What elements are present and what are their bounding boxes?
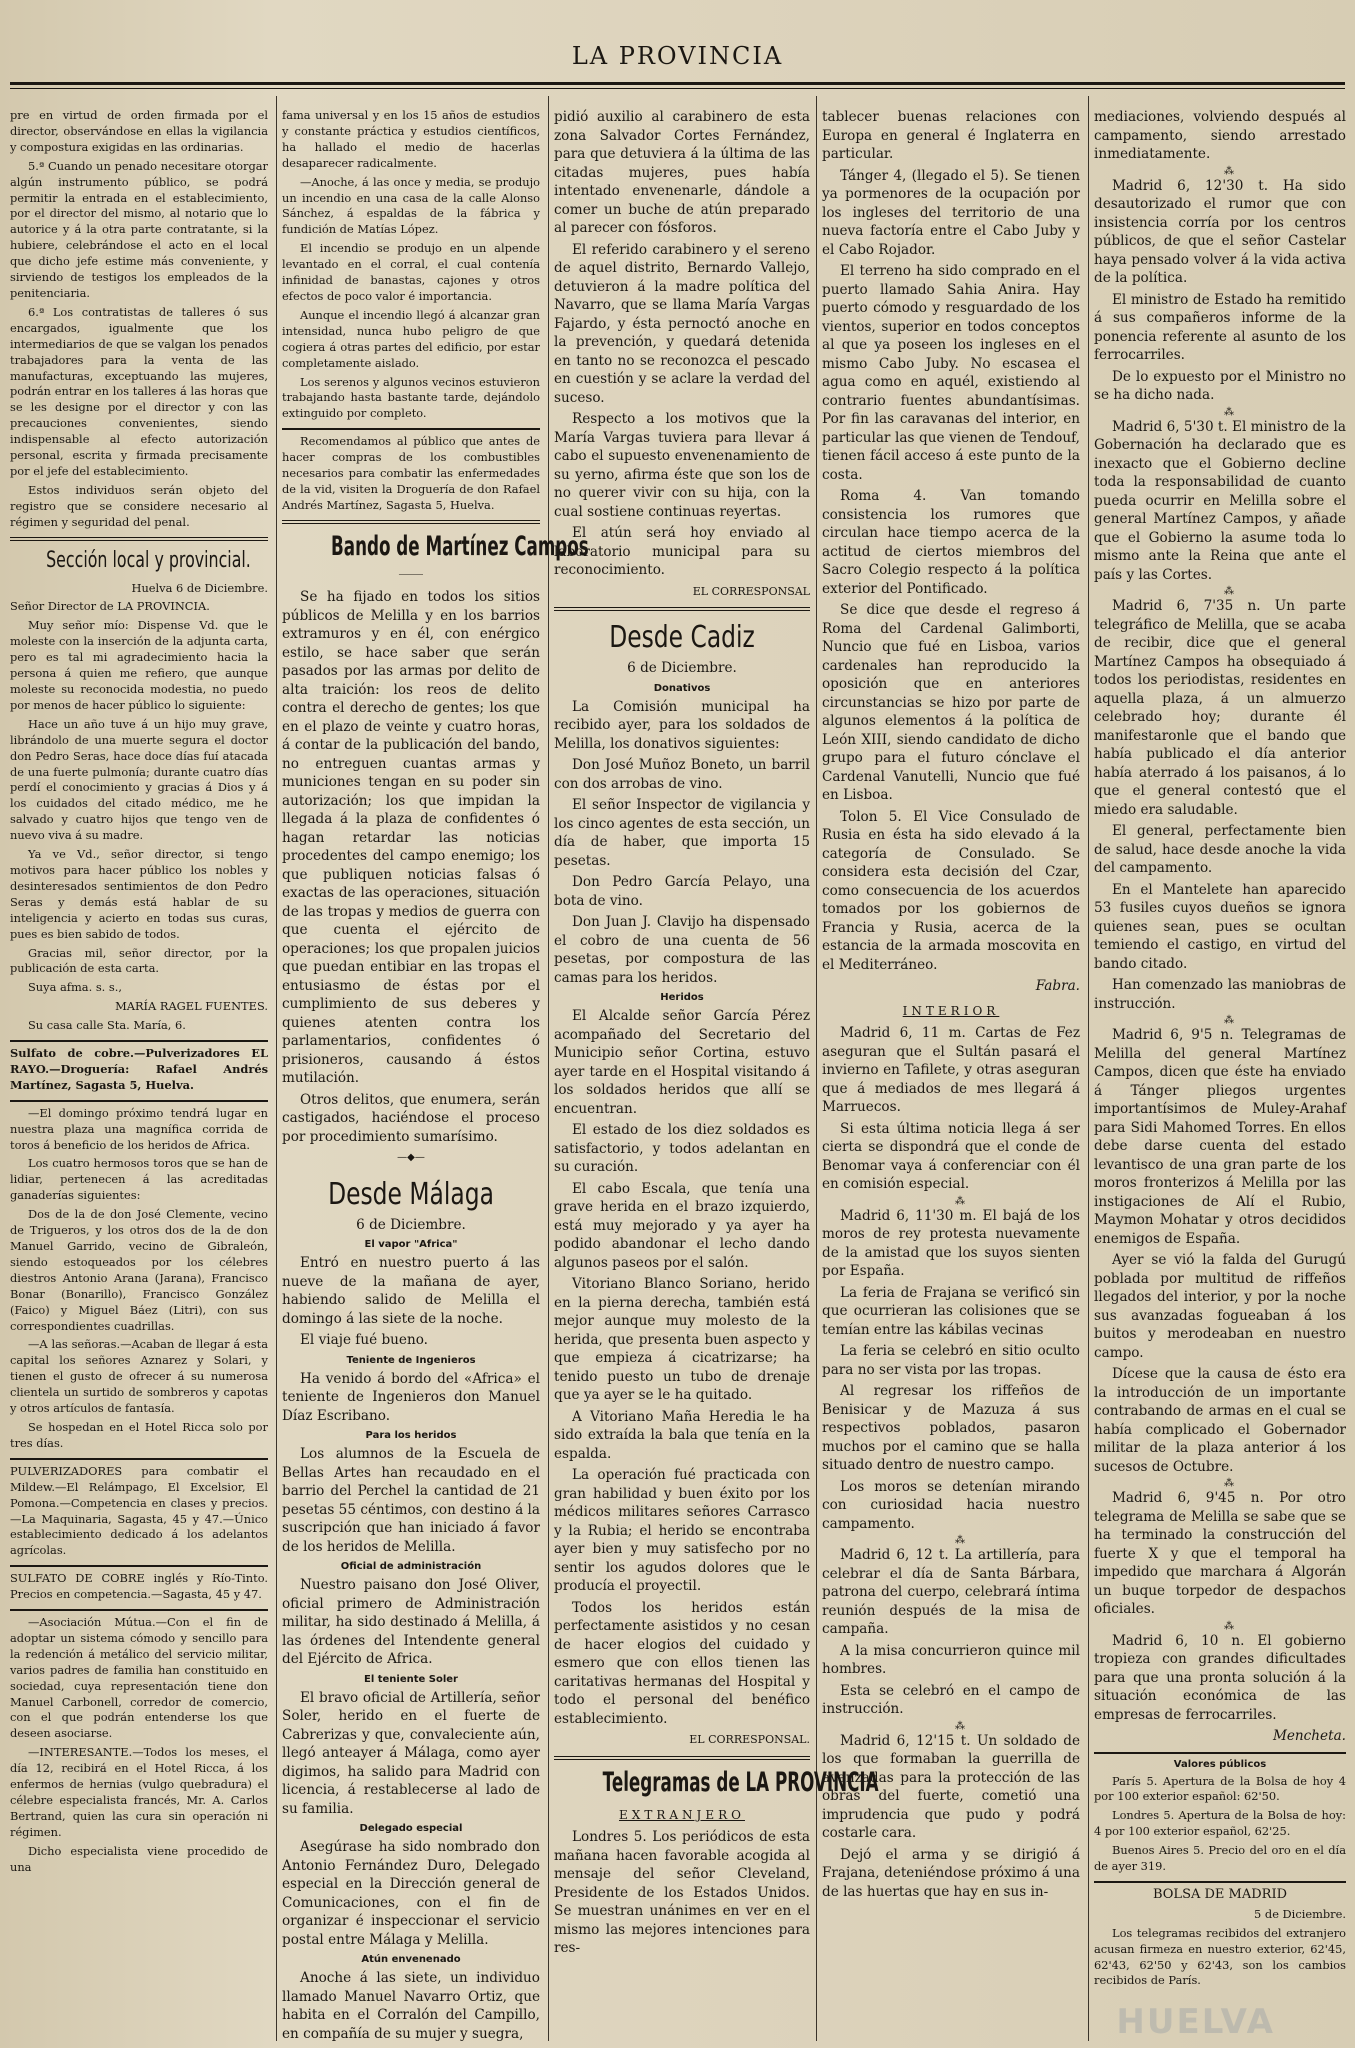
headline-telegramas: Telegramas de LA PROVINCIA [602, 1766, 879, 1798]
paragraph: Esta se celebró en el campo de instrucción. [822, 1682, 1080, 1717]
dateline: 6 de Diciembre. [627, 660, 737, 676]
paragraph: Dejó el arma y se dirigió á Frajana, deteniéndose próximo á una de las huertas que hay en sus in- [822, 1846, 1080, 1900]
paragraph: Madrid 6, 11'30 m. El bajá de los moros de rey protesta nuevamente de la amistad que los suyos sienten por España. [822, 1207, 1080, 1279]
divider [282, 520, 540, 524]
paragraph: Los cuatro hermosos toros que se han de lidiar, pertenecen á las acreditadas ganaderías siguientes: [10, 1156, 268, 1203]
ornament: ⁂ [955, 1195, 965, 1207]
paragraph: Londres 5. Apertura de la Bolsa de hoy: 4 por 100 exterior español, 62'25. [1094, 1808, 1346, 1839]
headline-cadiz: Desde Cadiz [609, 620, 755, 655]
byline: Mencheta. [1272, 1728, 1346, 1744]
paragraph: Si esta última noticia llega á ser cierta se dispondrá que el conde de Benomar vaya á conferenciar con él en comisión especial. [822, 1120, 1080, 1192]
paragraph: A Vitoriano Maña Heredia le ha sido extraída la bala que tenía en la espalda. [554, 1408, 810, 1462]
section-label: EXTRANJERO [619, 1807, 745, 1822]
paragraph: Don Pedro García Pelayo, una bota de vino. [554, 874, 810, 909]
paragraph: Ya ve Vd., señor director, si tengo motivos para hacer público los nobles y desinteresados sentimientos de don Pedro Seras y demás está hablar de su inteligencia y acierto en todas sus curas, pues es bien sabido de todos. [10, 847, 268, 941]
subheading: Atún envenenado [361, 1954, 461, 1966]
paragraph: Tolon 5. El Vice Consulado de Rusia en ésta ha sido elevado á la categoría de Consulado. Se considera esta decisión del Czar, como consecuencia de los acuerdos tomados por los gobiernos de Francia y Rusia, acerca de la estancia de la armada moscovita en el Mediterráneo. [822, 808, 1080, 973]
paragraph: El Alcalde señor García Pérez acompañado del Secretario del Municipio señor Cortina, estuvo ayer tarde en el Hospital visitando á los soldados heridos que allí se encuentran. [554, 1008, 810, 1117]
subheading: Para los heridos [365, 1430, 457, 1442]
paragraph: tablecer buenas relaciones con Europa en general é Inglaterra en particular. [822, 109, 1080, 162]
dateline: 5 de Diciembre. [1254, 1906, 1346, 1921]
divider [10, 1565, 268, 1567]
paragraph: El referido carabinero y el sereno de aquel distrito, Bernardo Vallejo, detuvieron á la madre política del Navarro, que se llama María Vargas Fajardo, y ésta pernoctó anoche en la prevención, y quedará detenida en tanto no se reconozca el pescado en cuestión y se aclare la verdad del suceso. [554, 241, 810, 406]
paragraph: Asegúrase ha sido nombrado don Antonio Fernández Duro, Delegado especial en la Dirección general de Comunicaciones, con el fin de organizar é inspeccionar el servicio postal entre Málaga y Melilla. [282, 1839, 540, 1948]
paragraph: Madrid 6, 12'30 t. Ha sido desautorizado el rumor que con insistencia corría por los centros públicos, de que el señor Castelar haya pensado volver á la vida activa de la política. [1094, 177, 1346, 286]
paragraph: Aunque el incendio llegó á alcanzar gran intensidad, nunca hubo peligro de que cogiera á otras partes del edificio, por estar completamente aislado. [282, 307, 540, 370]
letter-address: Su casa calle Sta. María, 6. [28, 1018, 186, 1033]
subheading: Donativos [653, 682, 711, 694]
paragraph: mediaciones, volviendo después al campamento, siendo arrestado inmediatamente. [1094, 109, 1346, 162]
paragraph: pidió auxilio al carabinero de esta zona Salvador Cortes Fernández, para que detuviera á la última de las citadas mujeres, pues había intentado envenenarle, dándole a comer un buche de atún preparado al parecer con fósforos. [554, 109, 810, 236]
archive-stamp: HUELVA [1116, 2002, 1275, 2042]
subheading: Delegado especial [359, 1823, 463, 1835]
paragraph: Madrid 6, 9'45 n. Por otro telegrama de Melilla se sabe que se ha terminado la construcción del fuerte X y que el temporal ha impedido que marchara á Algorán un buque torpedor de despachos oficiales. [1094, 1490, 1346, 1617]
paragraph: Respecto a los motivos que la María Vargas tuviera para llevar á cabo el supuesto envenenamiento de su yerno, afirma éste que son los de no querer vivir con su hija, con la cual sostiene continuas reyertas. [554, 411, 810, 520]
advertisement: SULFATO DE COBRE inglés y Río-Tinto. Precios en competencia.—Sagasta, 45 y 47. [10, 1571, 268, 1602]
divider [282, 428, 540, 430]
paragraph: Los moros se detenían mirando con curiosidad hacia nuestro campamento. [822, 1478, 1080, 1532]
subheading: El teniente Soler [363, 1673, 458, 1685]
paragraph: El bravo oficial de Artillería, señor Soler, herido en el fuerte de Cabrerizas y que, convaleciente aún, llegó anteayer á Málaga, como ayer digimos, ha salido para Madrid con licencia, á restablecerse al lado de su familia. [282, 1689, 540, 1817]
letter-recipient: Señor Director de LA PROVINCIA. [10, 599, 210, 614]
subheading: Oficial de administración [340, 1561, 482, 1573]
paragraph: 6.ª Los contratistas de talleres ó sus encargados, igualmente que los intermediarios de que se valgan los penados trabajadores para la venta de las manufacturas, exceptuando las mujeres, podrán entrar en los talleres á las horas que se les designe por el director y con las precauciones convenientes, siendo indispensable al efecto autorización personal, escrita y firmada precisamente por el jefe del establecimiento. [10, 304, 268, 478]
ornament: ⸻ [398, 568, 424, 580]
column-4 [822, 108, 1080, 2038]
paragraph: Londres 5. Los periódicos de esta mañana hacen favorable acogida al mensaje del señor Cleveland, Presidente de los Estados Unidos. Se muestran unánimes en ver en el mismo las mejores intenciones para res- [554, 1829, 810, 1956]
paragraph: Madrid 6, 9'5 n. Telegramas de Melilla del general Martínez Campos, dicen que éste ha enviado á Tánger pliegos urgentes importantísimos de Muley-Arahaf para Sidi Mahomed Torres. En ellos debe darse cuenta del estado levantisco de una gran parte de los moros fronterizos á Melilla por las instigaciones de Alí el Rubio, Maymon Mohatar y otros decididos enemigos de España. [1094, 1027, 1346, 1247]
paragraph: Se dice que desde el regreso á Roma del Cardenal Galimborti, Nuncio que fué en Lisboa, varios cardenales han reproducido la oposición que en anteriores circunstancias se hizo por parte de algunos elementos á la política de León XIII, siendo candidato de dicho grupo para el futuro cónclave el Cardenal Vanutelli, Nuncio que fué en Lisboa. [822, 602, 1080, 803]
paragraph: El viaje fué bueno. [300, 1332, 428, 1349]
ornament: ⁂ [955, 1720, 965, 1732]
paragraph: Don José Muñoz Boneto, un barril con dos arrobas de vino. [554, 757, 810, 792]
incendio-article [282, 108, 540, 514]
paragraph: El atún será hoy enviado al laboratorio municipal para su reconocimiento. [554, 525, 810, 578]
paragraph: Se hospedan en el Hotel Ricca solo por tres días. [10, 1419, 268, 1450]
paragraph: Buenos Aires 5. Precio del oro en el día de ayer 319. [1094, 1843, 1346, 1874]
paragraph: Tánger 4, (llegado el 5). Se tienen ya pormenores de la ocupación por los ingleses del territorio de una nueva factoría entre el Cabo Juby y el Cabo Rojador. [822, 167, 1080, 258]
column-2 [282, 108, 589, 2042]
dateline: 6 de Diciembre. [356, 1216, 466, 1233]
subheading: El vapor "Africa" [364, 1239, 458, 1251]
paragraph: El general, perfectamente bien de salud, hace desde anoche la vida del campamento. [1094, 823, 1346, 876]
subheading: BOLSA DE MADRID [1152, 1886, 1288, 1902]
paragraph: La feria se celebró en sitio oculto para no ser vista por las tropas. [822, 1343, 1080, 1378]
divider [10, 537, 268, 541]
paragraph: Gracias mil, señor director, por la publicación de esta carta. [10, 945, 268, 976]
subheading: Valores públicos [1173, 1758, 1267, 1770]
stock-quotes [1094, 1774, 1346, 1990]
paragraph: pre en virtud de orden firmada por el director, observándose en ellas la vigilancia y compostura exigidas en las ordinarias. [10, 108, 268, 154]
divider [10, 1458, 268, 1460]
ornament: ⁂ [955, 1535, 965, 1546]
paragraph: El cabo Escala, que tenía una grave herida en el brazo izquierdo, está muy mejorado y ya ayer ha podido abandonar el lecho dando algunos paseos por el salón. [554, 1180, 810, 1271]
byline: EL CORRESPONSAL [692, 584, 810, 598]
headline-bando: Bando de Martínez Campos [331, 530, 589, 562]
paragraph: Dicho especialista viene procedido de una [10, 1843, 268, 1874]
column-separator [1088, 96, 1089, 2041]
paragraph: París 5. Apertura de la Bolsa de hoy 4 por 100 exterior español: 62'50. [1094, 1773, 1346, 1804]
ornament: ⁂ [1224, 1478, 1234, 1489]
paragraph: El señor Inspector de vigilancia y los cinco agentes de esta sección, un día de haber, que importa 15 pesetas. [554, 797, 810, 869]
paragraph: —A las señoras.—Acaban de llegar á esta capital los señores Aznarez y Solari, y tienen el gusto de ofrecer á su numerosa clientela un surtido de sombreros y capotas y otros artículos de fantasía. [10, 1337, 268, 1416]
paragraph: El incendio se produjo en un alpende levantado en el corral, el cual contenía infinidad de banastas, cajones y otros efectos de poco valor é importancia. [282, 241, 540, 303]
ornament: ⁂ [1224, 1620, 1234, 1632]
divider [1094, 1881, 1346, 1883]
paragraph: Entró en nuestro puerto á las nueve de la mañana de ayer, habiendo salido de Melilla el domingo á las siete de la noche. [282, 1255, 540, 1327]
ornament: ⁂ [1224, 1015, 1234, 1026]
paragraph: Ha venido á bordo del «Africa» el teniente de Ingenieros don Manuel Díaz Escribano. [282, 1370, 540, 1424]
paragraph: Don Juan J. Clavijo ha dispensado el cobro de una cuenta de 56 pesetas, por compostura de las camas para los heridos. [554, 914, 810, 986]
divider [10, 1040, 268, 1042]
paragraph: Hace un año tuve á un hijo muy grave, librándolo de una muerte segura el doctor don Pedro Seras, hace doce días fuí atacada de una fuerte pulmonía; durante cuatro días perdí el conocimiento y gracias á Dios y á los cuidados del citado médico, me he salvado y cuatro hijos que tengo ven de nuevo viva á su madre. [10, 716, 268, 843]
paragraph: Madrid 6, 7'35 n. Un parte telegráfico de Melilla, que se acaba de recibir, dice que el general Martínez Campos ha obsequiado á todos los periodistas, residentes en aquella plaza, á un almuerzo celebrado hoy; durante él manifestaronle que el bando que había publicado el día anterior había aterrado á los paisanos, á lo que el general contestó que el miedo era saludable. [1094, 598, 1346, 818]
column-separator [548, 96, 549, 2041]
subheading: Heridos [660, 992, 704, 1003]
masthead-rule [10, 82, 1345, 89]
divider [10, 1609, 268, 1611]
column-1 [10, 108, 268, 2038]
divider [10, 1100, 268, 1102]
paragraph: Todos los heridos están perfectamente asistidos y no cesan de hacer elogios del cuidado y esmero que con ellos tienen las caritativas hermanas del Hospital y todo el personal del benéfico establecimiento. [554, 1599, 810, 1727]
paragraph: Otros delitos, que enumera, serán castigados, haciéndose el proceso por procedimiento sumarísimo. [282, 1091, 540, 1145]
paragraph: Los alumnos de la Escuela de Bellas Artes han recaudado en el barrio del Perchel la cantidad de 21 pesetas 55 céntimos, con destino á la suscripción que han iniciado á favor de los heridos de Melilla. [282, 1446, 540, 1555]
paragraph: Dícese que la causa de ésto era la introducción de un importante contrabando de armas en el cual se había complicado el Gobernador militar de la plaza anterior á los sucesos de Octubre. [1094, 1366, 1346, 1475]
headline-malaga: Desde Málaga [328, 1176, 494, 1212]
paragraph: Madrid 6, 12 t. La artillería, para celebrar el día de Santa Bárbara, patrona del cuerpo, celebrará íntima reunión después de la misa de campaña. [822, 1547, 1080, 1637]
divider [554, 1756, 810, 1760]
advertisement: Recomendamos al público que antes de hacer compras de los combustibles necesarios para combatir las enfermedades de la vid, visiten la Droguería de don Rafael Andrés Martínez, Sagasta 5, Huelva. [282, 434, 540, 512]
paragraph: A la misa concurrieron quince mil hombres. [822, 1642, 1080, 1677]
ornament: ⁂ [1224, 165, 1234, 177]
paragraph: El estado de los diez soldados es satisfactorio, y todos adelantan en su curación. [554, 1122, 810, 1175]
masthead: LA PROVINCIA [571, 42, 784, 70]
paragraph: —El domingo próximo tendrá lugar en nuestra plaza una magnífica corrida de toros á beneficio de los heridos de Africa. [10, 1105, 268, 1152]
paragraph: Madrid 6, 5'30 t. El ministro de la Gobernación ha declarado que es inexacto que el Gobierno decline toda la responsabilidad de cuanto pueda ocurrir en Melilla sobre el general Martínez Campos, y añade que el Gobierno la asume toda lo mismo ante la Reina que ante el país y las Cortes. [1094, 418, 1346, 583]
letter-place: Huelva 6 de Diciembre. [131, 580, 268, 595]
paragraph: Anoche á las siete, un individuo llamado Manuel Navarro Ortiz, que habita en el Corralón del Campillo, en compañía de su mujer y suegra, [282, 1970, 540, 2042]
paragraph: Dos de la de don José Clemente, vecino de Trigueros, y los otros dos de la de don Manuel Garrido, vecino de Gibraleón, siendo estoqueados por los célebres diestros Antonio Arana (Jarana), Francisco Bonar (Bonarillo), Francisco González (Faico) y Miguel Báez (Litri), con sus correspondientes cuadrillas. [10, 1207, 268, 1333]
paragraph: fama universal y en los 15 años de estudios y constante práctica y estudios científicos, ha hallado el medio de hacerlas desaparecer radicalmente. [282, 108, 540, 170]
divider [554, 607, 810, 611]
ornament: —◆— [397, 1152, 425, 1164]
letter-signature: MARÍA RAGEL FUENTES. [115, 999, 268, 1014]
paragraph: De lo expuesto por el Ministro no se ha dicho nada. [1094, 368, 1346, 403]
paragraph: —Asociación Mútua.—Con el fin de adoptar un sistema cómodo y sencillo para la redención á metálico del servicio militar, varios padres de familia han constituido en sociedad, cuya representación tiene don Manuel Carbonell, corredor de comercio, con el que podrán entenderse los que deseen asociarse. [10, 1615, 268, 1741]
paragraph: 5.ª Cuando un penado necesitare otorgar algún instrumento público, se podrá permitir la entrada en el establecimiento, por el director del mismo, al notario que lo autorice y á la otra parte contratante, si la hubiere, celebrándose el acto en el local que dicho jefe estime más conveniente, y sirviendo de testigos los empleados de la penitenciaria. [10, 158, 268, 300]
advertisement: Sulfato de cobre.—Pulverizadores EL RAYO.—Droguería: Rafael Andrés Martínez, Sagasta 5, Huelva. [10, 1046, 268, 1092]
paragraph: Ayer se vió la falda del Gurugú poblada por multitud de riffeños llegados del interior, y por la noche sus avanzadas fogueaban á los buitos y merodeaban en nuestro campo. [1094, 1252, 1346, 1361]
paragraph: Muy señor mío: Dispense Vd. que le moleste con la inserción de la adjunta carta, pero es tal mi agradecimiento hacia la persona á quien me refiero, que aunque moleste su reconocida modestia, no puedo por menos de hacer público lo siguiente: [10, 618, 268, 712]
paragraph: El ministro de Estado ha remitido á sus compañeros informe de la ponencia referente al asunto de los ferrocarriles. [1094, 291, 1346, 363]
paragraph: La feria de Frajana se verificó sin que ocurrieran las colisiones que se temían entre las kábilas vecinas [822, 1284, 1080, 1338]
paragraph: Vitoriano Blanco Soriano, herido en la pierna derecha, también está mejor aunque muy molesto de la herida, que presenta buen aspecto y que empieza á cicatrizarse; ha tenido puesto un tubo de drenaje que ya ayer se le ha quitado. [554, 1276, 810, 1403]
paragraph: Roma 4. Van tomando consistencia los rumores que circulan hace tiempo acerca de la actitud de ciertos miembros del Sacro Colegio respecto á la política exterior del Pontificado. [822, 488, 1080, 597]
paragraph: El terreno ha sido comprado en el puerto llamado Sahia Anira. Hay puerto cómodo y resguardado de los vientos, superior en todos conceptos al que ya poseen los ingleses en el mismo Cabo Juby. No escasea el agua como en aquél, existiendo al contrario fuentes abundantísimas. Por fin las caravanas del interior, en particular las que vienen de Tendouf, tienen fácil acceso á este punto de la costa. [822, 263, 1080, 483]
paragraph: Los serenos y algunos vecinos estuvieron trabajando hasta bastante tarde, dejándolo extinguido por completo. [282, 374, 540, 421]
ornament: ⁂ [1224, 586, 1234, 597]
paragraph: Madrid 6, 10 n. El gobierno tropieza con grandes dificultades para que una pronta solución á la situación económica de las empresas de ferrocarriles. [1094, 1632, 1346, 1723]
paragraph: Se ha fijado en todos los sitios públicos de Melilla y en los barrios extramuros y en él, con enérgico estilo, se hace saber que serán pasados por las armas por delito de alta traición: los reos de delito contra el derecho de gentes; los que en el plazo de veinte y cuatro horas, á contar de la publicación del bando, no entreguen cuantas armas y municiones tengan en su poder sin autorización; los que impidan la llegada á la plaza de confidentes ó hagan retardar las noticias procedentes del campo enemigo; los que publiquen noticias falsas ó exactas de las operaciones, situación de las tropas y medios de guerra con que cuenta el ejército de operaciones; los que propalen juicios que puedan entibiar en las tropas el entusiasmo de éstas por el cumplimiento de sus deberes y quienes atenten contra los parlamentarios, confidentes ó prisioneros, causando á éstos mutilación. [282, 589, 540, 1087]
section-label: INTERIOR [902, 1003, 1000, 1018]
column-separator [276, 96, 277, 2041]
divider [1094, 1752, 1346, 1754]
column-separator [816, 96, 817, 2041]
section-title: Sección local y provincial. [46, 547, 251, 573]
paragraph: Madrid 6, 12'15 t. Un soldado de los que formaban la guerrilla de avanzadas para la protección de las obras del fuerte, cometió una imprudencia que pudo y podrá costarle cara. [822, 1732, 1080, 1841]
ornament: ⁂ [1224, 406, 1234, 418]
paragraph: Al regresar los riffeños de Benisicar y de Mazuza á sus respectivos poblados, pasaron muchos por el camino que se halla situado dentro de nuestro campo. [822, 1383, 1080, 1473]
paragraph: En el Mantelete han aparecido 53 fusiles cuyos dueños se ignora quienes sean, pues se ocultan temiendo el castigo, en virtud del bando citado. [1094, 881, 1346, 972]
subheading: Teniente de Ingenieros [346, 1354, 476, 1366]
column-3 [554, 108, 879, 2038]
letter-close: Suya afma. s. s., [28, 980, 123, 995]
paragraph: La Comisión municipal ha recibido ayer, para los soldados de Melilla, los donativos siguientes: [554, 698, 810, 752]
paragraph: Estos individuos serán objeto del registro que se considere necesario al régimen y seguridad del penal. [10, 482, 268, 529]
paragraph: Los telegramas recibidos del extranjero acusan firmeza en nuestro exterior, 62'45, 62'43, 62'50 y 62'43, son los cambios recibidos de París. [1094, 1925, 1346, 1988]
paragraph: La operación fué practicada con gran habilidad y buen éxito por los médicos militares señores Carrasco y la Rubia; el herido se encontraba ayer bien y muy satisfecho por no sentir los agudos dolores que le producía el proyectil. [554, 1467, 810, 1594]
paragraph: —Anoche, á las once y media, se produjo un incendio en una casa de la calle Alonso Sánchez, á espaldas de la fábrica y fundición de Matías López. [282, 174, 540, 237]
paragraph: Nuestro paisano don José Oliver, oficial primero de Administración militar, ha sido destinado á Melilla, á las órdenes del Intendente general del Ejército de Africa. [282, 1577, 540, 1668]
advertisement: PULVERIZADORES para combatir el Mildew.—El Relámpago, El Excelsior, El Pomona.—Competencia en clases y precios.—La Maquinaria, Sagasta, 45 y 47.—Único establecimiento dedicado á los adelantos agrícolas. [10, 1463, 268, 1558]
paragraph: Madrid 6, 11 m. Cartas de Fez aseguran que el Sultán pasará el invierno en Tafilete, y otras aseguran que á mediados de mes llegará á Marruecos. [822, 1025, 1080, 1115]
paragraph: —INTERESANTE.—Todos los meses, el día 12, recibirá en el Hotel Ricca, á los enfermos de hernias (vulgo quebradura) el célebre especialista francés, Mr. A. Carlos Bertrand, quien las cura sin operación ni régimen. [10, 1745, 268, 1839]
byline: EL CORRESPONSAL. [689, 1733, 810, 1746]
byline: Fabra. [1035, 978, 1080, 994]
paragraph: Han comenzado las maniobras de instrucción. [1094, 977, 1346, 1012]
column-5 [1094, 108, 1346, 2038]
